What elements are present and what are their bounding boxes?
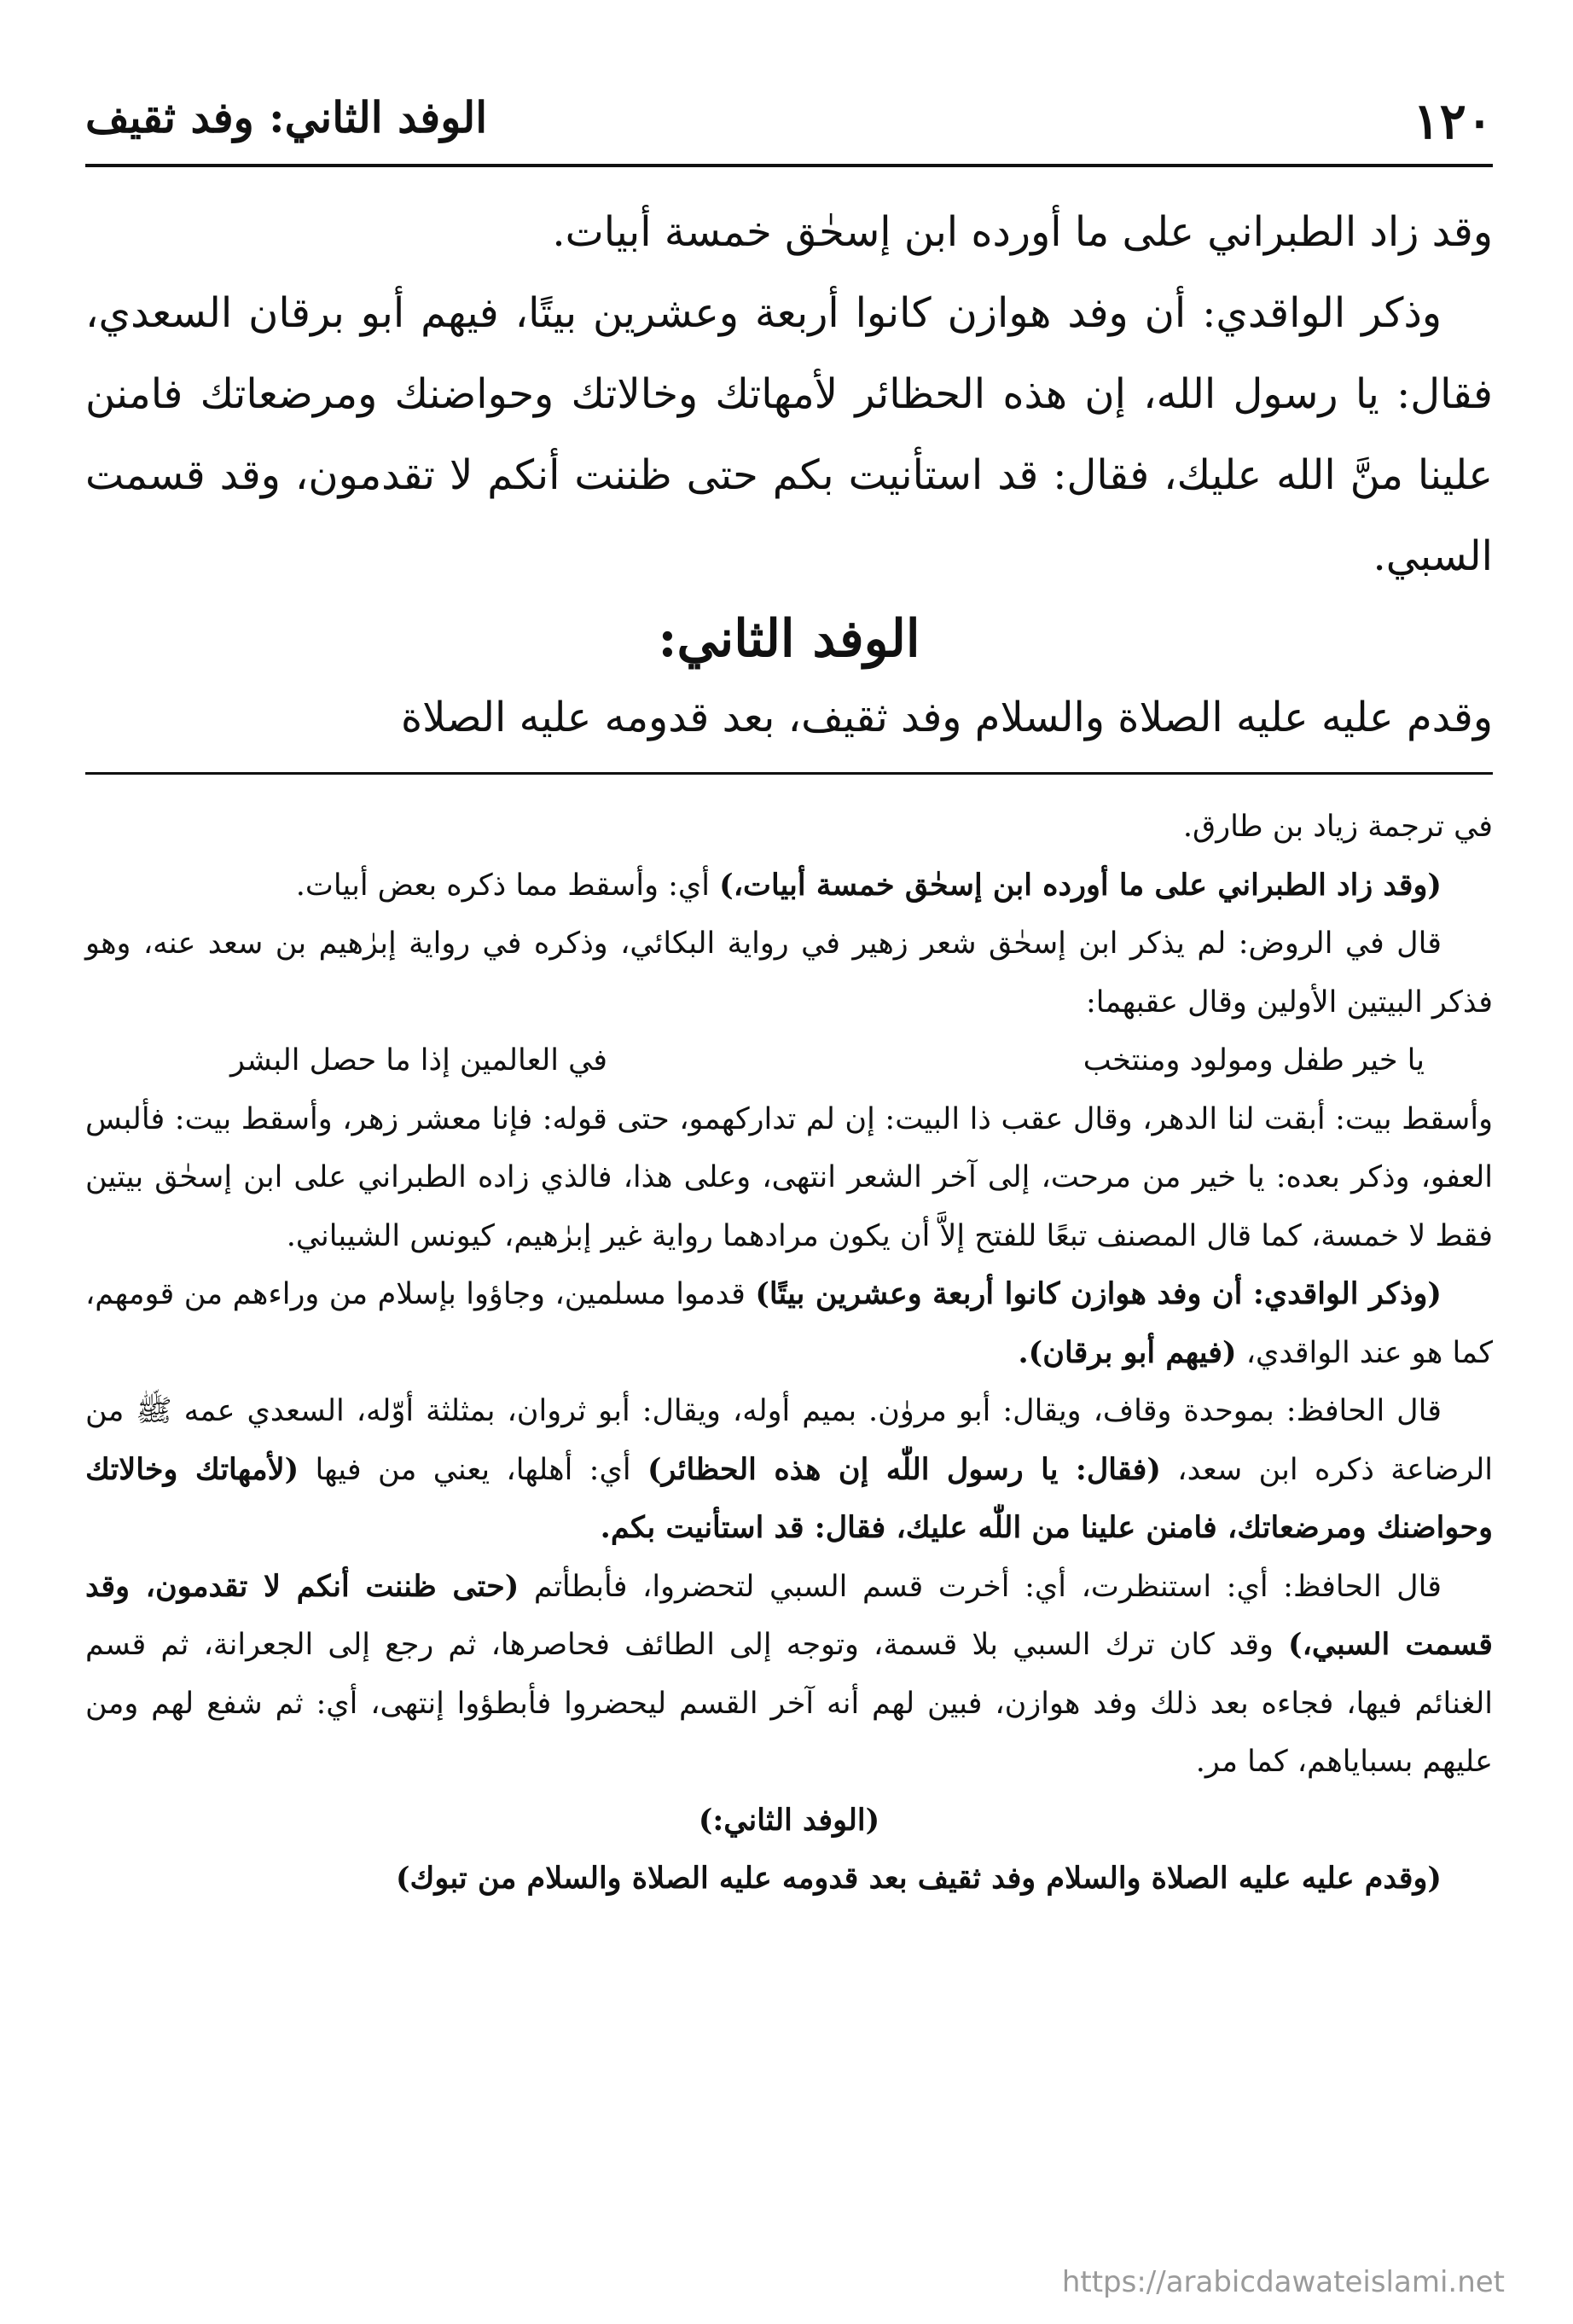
quoted-text: (وقدم عليه عليه الصلاة والسلام وفد ثقيف بعد قدومه عليه الصلاة والسلام من تبوك) [395,1861,1442,1896]
page-number: ١٢٠ [1413,92,1493,150]
section-title: الوفد الثاني: [658,609,920,669]
verse-first-hemistich: يا خير طفل ومولود ومنتخب [1083,1043,1425,1078]
quoted-text: (فقال: يا رسول اللّٰه إن هذه الحظائر) [647,1451,1161,1487]
quoted-text: (فيهم أبو برقان). [1018,1334,1237,1370]
page-header [85,85,1493,162]
commentary-text [85,798,1493,1909]
commentary-paragraph: في ترجمة زياد بن طارق. [1182,810,1493,844]
commentary-text-span: قال الحافظ: بموحدة وقاف، ويقال: أبو مروٰن. بميم أوله، ويقال: أبو ثروان، بمثلثة أوّله، السعدي عمه ﷺ من الرضاعة ذكره ابن سعد، [85,1394,1494,1487]
poem-verse [85,1031,1493,1090]
running-title: الوفد الثاني: وفد ثقيف [85,92,488,142]
commentary-text-span: أي: أهلها، يعني من فيها [299,1452,647,1487]
quoted-text: (حتى ظننت أنكم لا تقدمون، وقد قسمت السبي،) [85,1568,1493,1662]
verse-second-hemistich: في العالمين إذا ما حصل البشر [230,1043,607,1078]
commentary-section-title: (الوفد الثاني:) [698,1802,880,1838]
commentary-paragraph [85,857,1493,915]
footnote-rule [85,772,1493,775]
quoted-text: (وذكر الواقدي: أن وفد هوازن كانوا أربعة وعشرين بيتًا) [755,1276,1442,1311]
commentary-paragraph: قال في الروض: لم يذكر ابن إسحٰق شعر زهير في رواية البكائي، وذكره في رواية إبرٰهيم بن سعد عنه، وهو فذكر البيتين الأولين وقال عقبهما: [85,927,1493,1020]
commentary-text-span: وقد كان ترك السبي بلا قسمة، وتوجه إلى الطائف فحاصرها، ثم رجع إلى الجعرانة، ثم قسم الغنائم فيها، فجاءه بعد ذلك وفد هوازن، فبين لهم أنه آخر القسم ليحضروا فأبطؤوا إنتهى، أي: ثم شفع لهم ومن عليهم بسباياهم، كما مر. [85,1628,1493,1779]
commentary-paragraph: وأسقط بيت: أبقت لنا الدهر، وقال عقب ذا البيت: إن لم تداركهمو، حتى قوله: فإنا معشر زهر، وأسقط بيت: فألبس العفو، وذكر بعده: يا خير من مرحت، إلى آخر الشعر انتهى، وعلى هذا، فالذي زاده الطبراني على ابن إسحٰق بيتين فقط لا خمسة، كما قال المصنف تبعًا للفتح إلاَّ أن يكون مرادهما رواية غير إبرٰهيم، كيونس الشيباني. [85,1101,1493,1253]
watermark-url: https://arabicdawateislami.net [1061,2265,1505,2299]
main-text [85,192,1493,758]
quoted-text: (لأمهاتك وخالاتك وحواضنك ومرضعاتك، فامنن علينا من اللّٰه عليك، فقال: قد استأنيت بكم. [85,1451,1493,1545]
quoted-text: (وقد زاد الطبراني على ما أورده ابن إسحٰق خمسة أبيات،) [719,867,1442,903]
main-paragraph: وذكر الواقدي: أن وفد هوازن كانوا أربعة وعشرين بيتًا، فيهم أبو برقان السعدي، فقال: يا رسول الله، إن هذه الحظائر لأمهاتك وخالاتك وحواضنك ومرضعاتك فامنن علينا منَّ الله عليك، فقال: قد استأنيت بكم حتى ظننت أنكم لا تقدمون، وقد قسمت السبي. [85,289,1493,580]
main-paragraph: وقدم عليه عليه الصلاة والسلام وفد ثقيف، بعد قدومه عليه الصلاة [400,694,1493,741]
main-paragraph: وقد زاد الطبراني على ما أورده ابن إسحٰق خمسة أبيات. [552,208,1493,256]
commentary-paragraph [85,1558,1493,1792]
commentary-text-span: قال الحافظ: أي: استنظرت، أي: أخرت قسم السبي لتحضروا، فأبطأتم [519,1569,1442,1604]
commentary-paragraph [85,1382,1493,1558]
commentary-text-span: أي: وأسقط مما ذكره بعض أبيات. [295,868,720,903]
header-rule [85,164,1493,167]
commentary-text-span: قدموا مسلمين، وجاؤوا بإسلام من وراءهم من قومهم، كما هو عند الواقدي، [85,1277,1493,1370]
commentary-paragraph [85,1265,1493,1382]
